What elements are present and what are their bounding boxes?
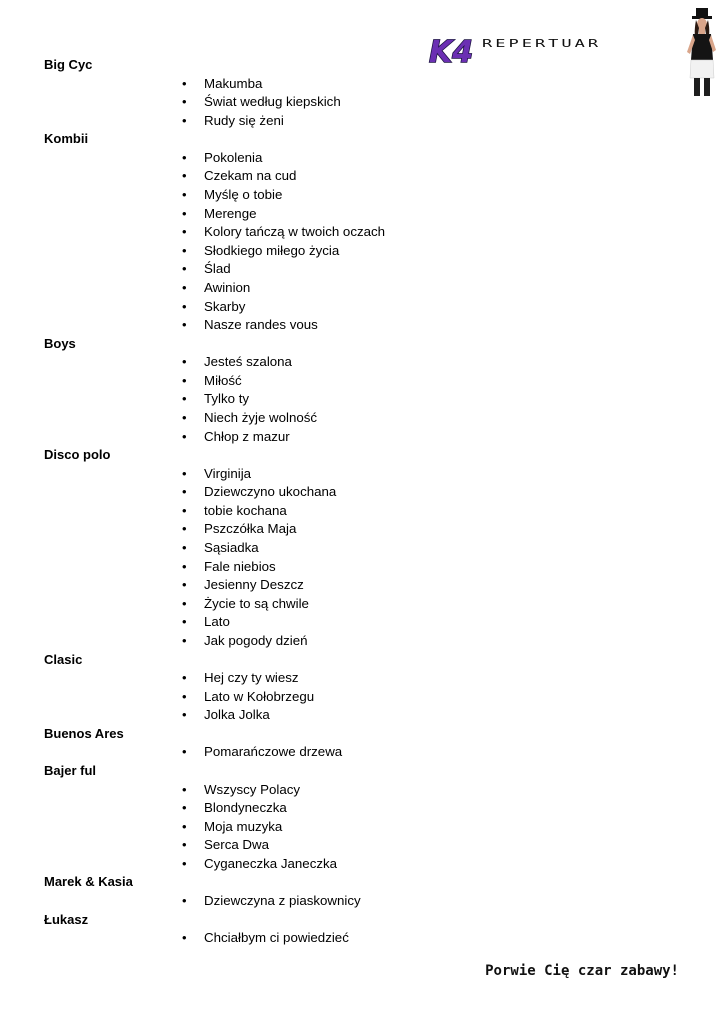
song-title: Jolka Jolka <box>204 707 270 723</box>
list-item <box>44 855 604 874</box>
bullet-icon: • <box>182 298 187 314</box>
song-title: Jesteś szalona <box>204 354 292 370</box>
band-name: Łukasz <box>44 911 89 927</box>
song-list <box>44 743 604 762</box>
song-list <box>44 149 604 335</box>
bullet-icon: • <box>182 633 187 649</box>
song-title: Pokolenia <box>204 149 263 165</box>
list-item <box>44 558 604 577</box>
list-item <box>44 836 604 855</box>
band-section <box>44 335 604 446</box>
list-item <box>44 428 604 447</box>
song-title: Słodkiego miłego życia <box>204 242 340 258</box>
list-item <box>44 112 604 131</box>
list-item <box>44 799 604 818</box>
song-title: Skarby <box>204 298 246 314</box>
song-title: Jesienny Deszcz <box>204 577 304 593</box>
song-title: Tylko ty <box>204 391 250 407</box>
list-item <box>44 279 604 298</box>
song-title: Czekam na cud <box>204 168 297 184</box>
song-title: Lato <box>204 614 230 630</box>
list-item <box>44 223 604 242</box>
setlist <box>44 56 604 948</box>
band-name: Big Cyc <box>44 57 93 72</box>
bullet-icon: • <box>182 149 187 165</box>
list-item <box>44 818 604 837</box>
bullet-icon: • <box>182 261 187 277</box>
list-item <box>44 409 604 428</box>
bullet-icon: • <box>182 484 187 500</box>
bullet-icon: • <box>182 688 187 704</box>
song-list <box>44 75 604 131</box>
song-title: Lato w Kołobrzegu <box>204 688 315 704</box>
song-title: Merenge <box>204 205 257 221</box>
band-section <box>44 762 604 873</box>
song-title: Wszyscy Polacy <box>204 781 301 797</box>
bullet-icon: • <box>182 372 187 388</box>
band-section <box>44 725 604 762</box>
song-title: tobie kochana <box>204 502 287 518</box>
list-item <box>44 149 604 168</box>
bullet-icon: • <box>182 391 187 407</box>
bullet-icon: • <box>182 279 187 295</box>
list-item <box>44 892 604 911</box>
bullet-icon: • <box>182 168 187 184</box>
list-item <box>44 372 604 391</box>
bullet-icon: • <box>182 428 187 444</box>
song-list <box>44 465 604 651</box>
list-item <box>44 613 604 632</box>
band-section <box>44 873 604 910</box>
bullet-icon: • <box>182 595 187 611</box>
list-item <box>44 93 604 112</box>
bullet-icon: • <box>182 577 187 593</box>
list-item <box>44 502 604 521</box>
song-list <box>44 929 604 948</box>
k4-logo-text: K4 <box>429 35 474 70</box>
bullet-icon: • <box>182 930 187 946</box>
song-list <box>44 781 604 874</box>
song-title: Virginija <box>204 465 252 481</box>
song-title: Dziewczyna z piaskownicy <box>204 892 361 908</box>
list-item <box>44 539 604 558</box>
list-item <box>44 205 604 224</box>
band-name: Buenos Ares <box>44 725 124 741</box>
list-item <box>44 743 604 762</box>
bullet-icon: • <box>182 707 187 723</box>
performer-image <box>683 8 723 96</box>
bullet-icon: • <box>182 837 187 853</box>
song-title: Pomarańczowe drzewa <box>204 744 343 760</box>
song-title: Dziewczyno ukochana <box>204 484 337 500</box>
list-item <box>44 167 604 186</box>
song-title: Sąsiadka <box>204 540 259 556</box>
list-item <box>44 390 604 409</box>
list-item <box>44 316 604 335</box>
song-title: Cyganeczka Janeczka <box>204 855 338 871</box>
band-section <box>44 446 604 650</box>
list-item <box>44 75 604 94</box>
footer-slogan: Porwie Cię czar zabawy! <box>485 963 679 979</box>
bullet-icon: • <box>182 781 187 797</box>
song-title: Chciałbym ci powiedzieć <box>204 930 349 946</box>
song-list <box>44 353 604 446</box>
header-title: REPERTUAR <box>482 38 602 50</box>
list-item <box>44 595 604 614</box>
bullet-icon: • <box>182 670 187 686</box>
song-title: Świat według kiepskich <box>204 94 341 110</box>
song-title: Nasze randes vous <box>204 317 318 333</box>
song-title: Pszczółka Maja <box>204 521 297 537</box>
bullet-icon: • <box>182 410 187 425</box>
song-title: Życie to są chwile <box>204 595 309 611</box>
song-title: Hej czy ty wiesz <box>204 670 299 686</box>
bullet-icon: • <box>182 558 187 574</box>
list-item <box>44 353 604 372</box>
list-item <box>44 298 604 317</box>
song-title: Miłość <box>204 372 242 388</box>
song-title: Kolory tańczą w twoich oczach <box>204 224 386 240</box>
song-title: Myślę o tobie <box>204 186 283 202</box>
bullet-icon: • <box>182 818 187 834</box>
song-title: Ślad <box>204 261 231 277</box>
bullet-icon: • <box>182 540 187 556</box>
list-item <box>44 706 604 725</box>
song-title: Makumba <box>204 75 263 91</box>
band-name: Bajer ful <box>44 763 97 778</box>
bullet-icon: • <box>182 94 187 110</box>
list-item <box>44 242 604 261</box>
bullet-icon: • <box>182 800 187 816</box>
bullet-icon: • <box>182 242 187 258</box>
band-name: Clasic <box>44 651 83 667</box>
bullet-icon: • <box>182 205 187 221</box>
bullet-icon: • <box>182 354 187 370</box>
list-item <box>44 929 604 948</box>
bullet-icon: • <box>182 521 187 537</box>
list-item <box>44 576 604 595</box>
list-item <box>44 632 604 651</box>
bullet-icon: • <box>182 186 187 202</box>
song-title: Jak pogody dzień <box>204 633 308 649</box>
bullet-icon: • <box>182 112 187 128</box>
band-name: Disco polo <box>44 447 111 463</box>
song-title: Awinion <box>204 279 251 295</box>
bullet-icon: • <box>182 465 187 481</box>
list-item <box>44 669 604 688</box>
song-title: Serca Dwa <box>204 837 270 853</box>
list-item <box>44 781 604 800</box>
band-name: Marek & Kasia <box>44 874 133 890</box>
band-name: Kombii <box>44 131 89 147</box>
bullet-icon: • <box>182 744 187 760</box>
bullet-icon: • <box>182 855 187 871</box>
song-title: Fale niebios <box>204 558 276 574</box>
song-list <box>44 669 604 725</box>
bullet-icon: • <box>182 892 187 908</box>
list-item <box>44 688 604 707</box>
list-item <box>44 483 604 502</box>
band-section <box>44 651 604 725</box>
bullet-icon: • <box>182 224 187 240</box>
bullet-icon: • <box>182 502 187 518</box>
song-list <box>44 892 604 911</box>
song-title: Blondyneczka <box>204 800 287 816</box>
list-item <box>44 520 604 539</box>
list-item <box>44 465 604 484</box>
band-section <box>44 56 604 130</box>
song-title: Moja muzyka <box>204 818 283 834</box>
band-section <box>44 911 604 948</box>
bullet-icon: • <box>182 614 187 630</box>
band-section <box>44 130 604 334</box>
list-item <box>44 186 604 205</box>
song-title: Chłop z mazur <box>204 428 290 444</box>
band-name: Boys <box>44 335 76 351</box>
bullet-icon: • <box>182 75 187 91</box>
song-title: Niech żyje wolność <box>204 410 318 425</box>
bullet-icon: • <box>182 317 187 333</box>
song-title: Rudy się żeni <box>204 112 284 128</box>
list-item <box>44 260 604 279</box>
